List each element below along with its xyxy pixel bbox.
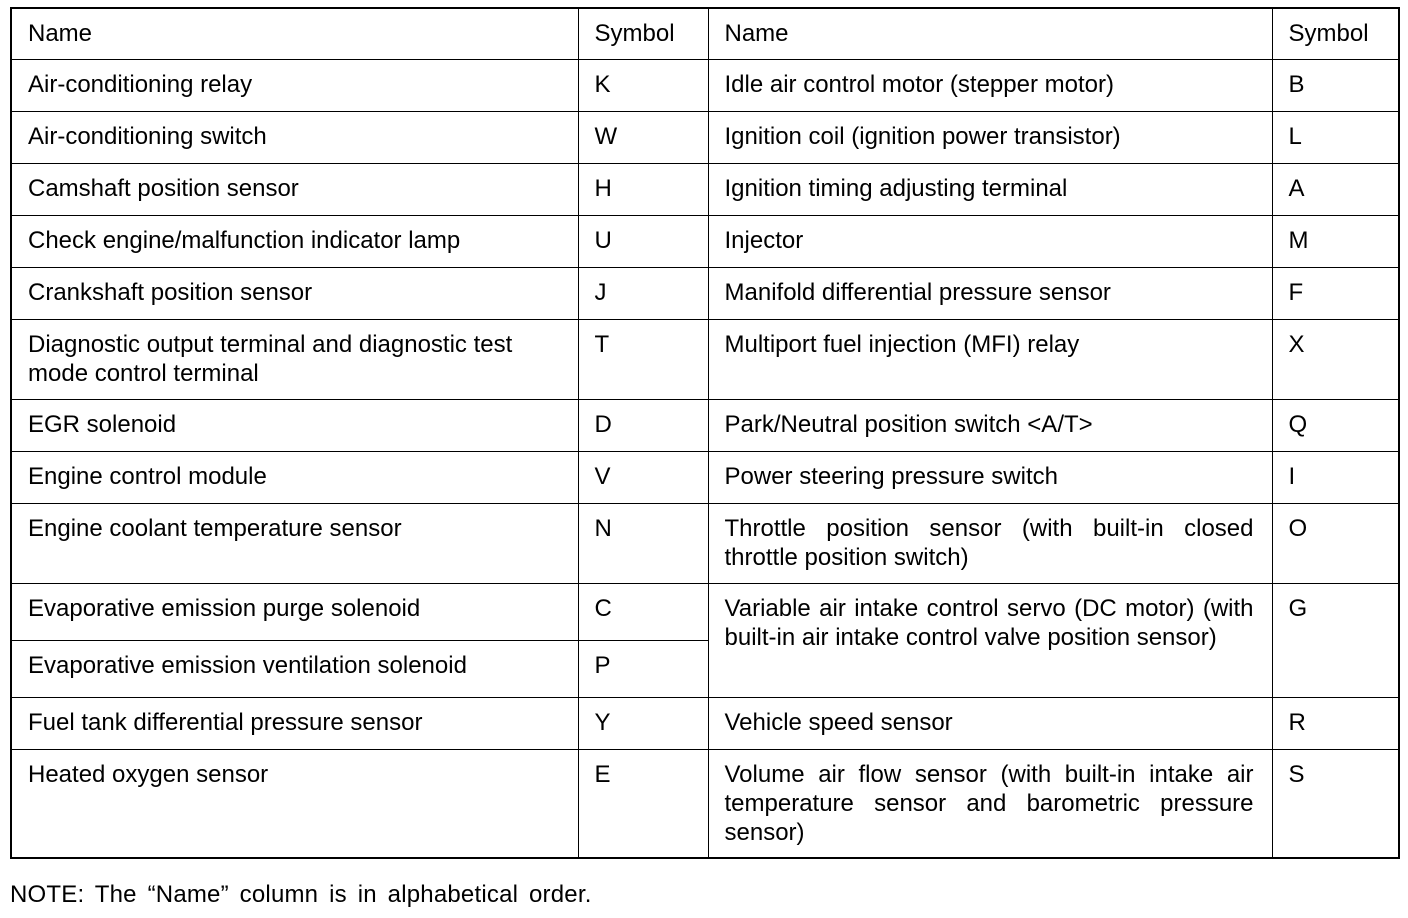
table-row [11,267,1399,319]
table-row [11,215,1399,267]
left-symbol-cell: T [578,319,708,399]
right-name-cell: Vehicle speed sensor [708,697,1272,749]
left-symbol-cell: N [578,503,708,583]
left-name-cell: EGR solenoid [11,399,578,451]
left-name-cell: Evaporative emission purge solenoid [11,583,578,640]
right-name-cell: Manifold differential pressure sensor [708,267,1272,319]
right-name-cell: Injector [708,215,1272,267]
right-name-cell: Power steering pressure switch [708,451,1272,503]
component-symbol-table [10,7,1400,859]
table-row [11,451,1399,503]
header-symbol-left: Symbol [578,8,708,59]
header-symbol-right: Symbol [1272,8,1399,59]
header-name-left: Name [11,8,578,59]
left-symbol-cell: K [578,59,708,111]
left-name-cell: Air-conditioning relay [11,59,578,111]
right-symbol-cell: S [1272,749,1399,858]
right-symbol-cell: B [1272,59,1399,111]
table-row [11,503,1399,583]
table-row [11,697,1399,749]
right-name-cell: Multiport fuel injection (MFI) relay [708,319,1272,399]
left-symbol-cell: U [578,215,708,267]
right-name-cell: Park/Neutral position switch <A/T> [708,399,1272,451]
left-name-cell: Heated oxygen sensor [11,749,578,858]
left-symbol-cell: D [578,399,708,451]
left-name-cell: Check engine/malfunction indicator lamp [11,215,578,267]
left-name-cell: Fuel tank differential pressure sensor [11,697,578,749]
left-symbol-cell: C [578,583,708,640]
table-row [11,59,1399,111]
right-symbol-cell: F [1272,267,1399,319]
right-name-cell: Throttle position sensor (with built-in closed throttle position switch) [708,503,1272,583]
left-symbol-cell: J [578,267,708,319]
right-symbol-cell: O [1272,503,1399,583]
left-name-cell: Evaporative emission ventilation solenoid [11,640,578,697]
table-row [11,111,1399,163]
right-name-cell: Ignition timing adjusting terminal [708,163,1272,215]
left-name-cell: Air-conditioning switch [11,111,578,163]
table-row [11,163,1399,215]
right-name-cell: Volume air flow sensor (with built-in intake air temperature sensor and barometric pressure sensor) [708,749,1272,858]
right-name-cell: Idle air control motor (stepper motor) [708,59,1272,111]
left-symbol-cell: V [578,451,708,503]
component-table-wrapper [10,7,1398,855]
table-header-row [11,8,1399,59]
table-row [11,583,1399,640]
right-symbol-cell: X [1272,319,1399,399]
left-symbol-cell: P [578,640,708,697]
right-symbol-cell: I [1272,451,1399,503]
right-name-cell: Ignition coil (ignition power transistor) [708,111,1272,163]
left-symbol-cell: W [578,111,708,163]
right-symbol-cell: A [1272,163,1399,215]
left-symbol-cell: Y [578,697,708,749]
left-name-cell: Engine coolant temperature sensor [11,503,578,583]
left-name-cell: Diagnostic output terminal and diagnostic test mode control terminal [11,319,578,399]
right-symbol-cell: L [1272,111,1399,163]
right-symbol-cell: Q [1272,399,1399,451]
left-name-cell: Crankshaft position sensor [11,267,578,319]
header-name-right: Name [708,8,1272,59]
table-row [11,749,1399,858]
table-row [11,399,1399,451]
left-symbol-cell: H [578,163,708,215]
left-name-cell: Engine control module [11,451,578,503]
left-name-cell: Camshaft position sensor [11,163,578,215]
right-symbol-cell: R [1272,697,1399,749]
footnote: NOTE: The “Name” column is in alphabetical order. [10,881,592,908]
left-symbol-cell: E [578,749,708,858]
right-name-cell: Variable air intake control servo (DC motor) (with built-in air intake control valve position sensor) [708,583,1272,697]
table-row [11,319,1399,399]
right-symbol-cell: M [1272,215,1399,267]
right-symbol-cell: G [1272,583,1399,697]
